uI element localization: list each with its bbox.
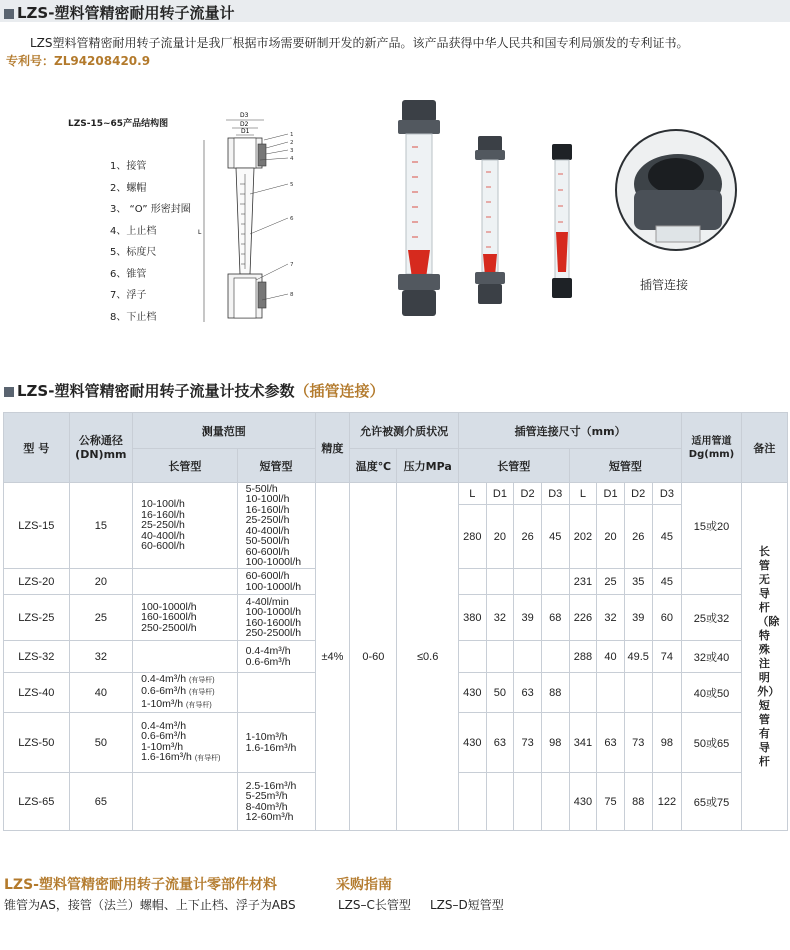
purchase-guide-title: 采购指南	[336, 877, 392, 893]
range-line: 4-40l/min	[245, 595, 289, 608]
header-dn-text: 公称通径 (DN)mm	[75, 433, 127, 461]
cell-dim: 26	[514, 505, 542, 569]
range-line: 8-40m³/h	[245, 800, 288, 813]
cell-dim: 39	[624, 595, 652, 641]
cell-dim: 32	[597, 595, 625, 641]
cell-dim: 202	[569, 505, 597, 569]
range-value: 0.6-6m³/h	[141, 685, 187, 698]
dim-header-cell: D1	[486, 483, 514, 505]
cell-dn: 50	[69, 713, 133, 773]
cell-dim	[597, 673, 625, 713]
page-title	[4, 2, 234, 23]
part-item: 8、下止档	[110, 311, 157, 323]
cell-pipe: 40或50	[682, 673, 741, 713]
range-line: 1-10m³/h	[245, 731, 288, 743]
cell-short-range	[237, 483, 315, 569]
range-value: 0.4-4m³/h	[141, 672, 187, 685]
cell-short-range	[237, 773, 315, 831]
cell-dim: 430	[458, 673, 486, 713]
header-dims: 插管连接尺寸（mm）	[458, 413, 681, 449]
range-line: 0.4-4m³/h	[141, 719, 187, 732]
cell-dim: 63	[514, 673, 542, 713]
header-dims-short: 短管型	[569, 449, 682, 483]
range-line: 0.6-6m³/h	[245, 655, 291, 668]
cell-dim	[458, 569, 486, 595]
cell-dim: 60	[652, 595, 682, 641]
cell-dim: 73	[624, 713, 652, 773]
cell-temperature: 0-60	[350, 483, 397, 831]
cell-model: LZS-40	[4, 673, 70, 713]
header-medium: 允许被测介质状况	[350, 413, 459, 449]
callout-3: 3	[290, 148, 294, 154]
cell-pipe: 32或40	[682, 641, 741, 673]
cell-dn: 32	[69, 641, 133, 673]
cell-note	[741, 483, 787, 831]
cell-dim	[624, 673, 652, 713]
range-line: 2.5-16m³/h	[245, 779, 297, 792]
header-pipe-text: 适用管道 Dg(mm)	[688, 435, 735, 460]
cell-long-range	[133, 673, 238, 713]
range-line: 100-1000l/h	[141, 600, 197, 613]
diagram-title: LZS-15~65产品结构图	[68, 119, 169, 129]
dim-header-cell: L	[569, 483, 597, 505]
page-title-text: LZS-塑料管精密耐用转子流量计	[17, 4, 235, 22]
cell-short-range	[237, 713, 315, 773]
cell-dim: 63	[597, 713, 625, 773]
flowmeter-photo	[384, 92, 592, 326]
bullet-square-icon	[4, 387, 14, 397]
cell-pipe: 15或20	[682, 483, 741, 569]
cell-dim	[458, 773, 486, 831]
range-line: 60-600l/h	[245, 570, 290, 582]
range-line: 25-250l/h	[245, 514, 290, 526]
parts-list	[110, 156, 191, 328]
cell-dim: 98	[541, 713, 569, 773]
header-dn	[69, 413, 133, 483]
range-line: 40-400l/h	[245, 524, 290, 537]
range-line: 16-160l/h	[141, 508, 185, 521]
materials-text: 锥管为AS，接管（法兰）螺帽、上下止档、浮子为ABS	[4, 898, 296, 912]
range-line: 12-60m³/h	[245, 811, 294, 823]
cell-dim	[486, 569, 514, 595]
cell-dn: 40	[69, 673, 133, 713]
type-c-label: LZS–C长管型	[338, 898, 411, 912]
range-line: 160-1600l/h	[141, 611, 197, 624]
range-line: 0.6-6m³/h	[141, 730, 187, 742]
cell-short-range	[237, 673, 315, 713]
cell-dn: 15	[69, 483, 133, 569]
header-model: 型 号	[4, 413, 70, 483]
structure-drawing	[190, 104, 310, 330]
range-value: 1-10m³/h	[141, 697, 184, 710]
cell-model: LZS-50	[4, 713, 70, 773]
cell-dim: 231	[569, 569, 597, 595]
part-item: 5、标度尺	[110, 247, 157, 258]
range-line: 100-1000l/h	[245, 606, 302, 618]
cell-dim	[652, 673, 682, 713]
header-precision: 精度	[315, 413, 350, 483]
cell-long-range	[133, 595, 238, 641]
cell-dim: 341	[569, 713, 597, 773]
range-line: 50-500l/h	[245, 535, 290, 547]
cell-dim: 40	[597, 641, 625, 673]
cell-dim: 288	[569, 641, 597, 673]
cell-dim: 25	[597, 569, 625, 595]
header-temp: 温度℃	[350, 449, 397, 483]
dim-l: L	[198, 229, 202, 236]
cell-long-range	[133, 569, 238, 595]
cell-dim	[541, 569, 569, 595]
guide-rod-tag: (有导杆)	[188, 676, 215, 684]
cell-dim: 35	[624, 569, 652, 595]
cell-dim: 26	[624, 505, 652, 569]
cell-dim: 45	[652, 505, 682, 569]
header-note: 备注	[741, 413, 787, 483]
cell-dim: 68	[541, 595, 569, 641]
cell-dim	[514, 641, 542, 673]
cell-short-range	[237, 641, 315, 673]
range-line: 16-160l/h	[245, 503, 290, 516]
range-line: 40-400l/h	[141, 529, 185, 542]
range-line: 0.4-4m³/h	[245, 645, 291, 657]
cell-model: LZS-25	[4, 595, 70, 641]
cell-short-range	[237, 595, 315, 641]
cell-model: LZS-32	[4, 641, 70, 673]
cell-pipe: 50或65	[682, 713, 741, 773]
materials-title: LZS-塑料管精密耐用转子流量计零部件材料	[4, 877, 277, 893]
cell-dim: 380	[458, 595, 486, 641]
cell-dim: 45	[541, 505, 569, 569]
callout-1: 1	[290, 132, 294, 138]
range-line: 250-2500l/h	[141, 621, 197, 634]
cell-dim: 20	[486, 505, 514, 569]
cell-long-range	[133, 773, 238, 831]
header-pipe	[682, 413, 741, 483]
cell-dim	[569, 673, 597, 713]
callout-8: 8	[290, 292, 294, 298]
range-line: 10-100l/h	[245, 493, 290, 505]
cell-model: LZS-20	[4, 569, 70, 595]
header-short: 短管型	[237, 449, 315, 483]
range-line: 5-50l/h	[245, 482, 278, 495]
range-line	[141, 752, 237, 765]
note-text: 长管无导杆（除特殊注明外）短管有导杆	[757, 544, 780, 768]
dim-header-cell: D3	[541, 483, 569, 505]
cell-dim	[486, 641, 514, 673]
cell-precision: ±4%	[315, 483, 350, 831]
cell-dim: 98	[652, 713, 682, 773]
cell-dim: 32	[486, 595, 514, 641]
cell-long-range	[133, 713, 238, 773]
intro-text: LZS塑料管精密耐用转子流量计是我厂根据市场需要研制开发的新产品。该产品获得中华人民共和国专利局颁发的专利证书。	[30, 36, 689, 50]
range-line: 1.6-16m³/h	[245, 741, 297, 754]
part-item: 3、 “O” 形密封圈	[110, 204, 191, 215]
cell-dim: 39	[514, 595, 542, 641]
cell-dim: 74	[652, 641, 682, 673]
part-item: 4、上止档	[110, 225, 157, 237]
dim-header-cell: D1	[597, 483, 625, 505]
header-pressure: 压力MPa	[397, 449, 458, 483]
guide-rod-tag: (有导杆)	[186, 701, 212, 709]
part-item: 7、浮子	[110, 290, 147, 301]
cell-dim: 73	[514, 713, 542, 773]
cell-dim: 75	[597, 773, 625, 831]
cell-dn: 20	[69, 569, 133, 595]
cell-dim	[514, 773, 542, 831]
cell-dim	[458, 641, 486, 673]
cell-dn: 65	[69, 773, 133, 831]
spec-table	[3, 412, 788, 831]
spec-section-title	[4, 380, 384, 401]
type-d-label: LZS–D短管型	[430, 898, 504, 912]
bullet-square-icon	[4, 9, 14, 19]
dim-header-cell: D2	[624, 483, 652, 505]
cell-dim: 49.5	[624, 641, 652, 673]
dim-d3: D3	[240, 112, 249, 119]
callout-6: 6	[290, 216, 294, 222]
header-range: 测量范围	[133, 413, 315, 449]
range-line: 100-1000l/h	[245, 580, 302, 593]
cell-dim	[486, 773, 514, 831]
cell-dim: 280	[458, 505, 486, 569]
callout-4: 4	[290, 156, 294, 162]
spec-title-text: LZS-塑料管精密耐用转子流量计技术参数	[17, 382, 295, 400]
callout-2: 2	[290, 140, 294, 146]
range-line: 100-1000l/h	[245, 556, 302, 568]
insert-connection-photo	[612, 126, 740, 254]
cell-dn: 25	[69, 595, 133, 641]
cell-dim	[541, 641, 569, 673]
cell-model: LZS-15	[4, 483, 70, 569]
spec-title-highlight: （插管连接）	[294, 382, 385, 400]
cell-dim: 122	[652, 773, 682, 831]
range-line: 160-1600l/h	[245, 616, 302, 629]
range-line: 60-600l/h	[245, 545, 290, 558]
cell-dim: 88	[541, 673, 569, 713]
cell-dim: 45	[652, 569, 682, 595]
insert-connection-caption: 插管连接	[640, 278, 689, 292]
dim-d1: D1	[241, 128, 250, 135]
range-line: 60-600l/h	[141, 540, 185, 553]
part-item: 2、螺帽	[110, 182, 147, 194]
callout-5: 5	[290, 182, 294, 188]
cell-dim: 430	[569, 773, 597, 831]
callout-7: 7	[290, 262, 294, 268]
cell-dim: 20	[597, 505, 625, 569]
cell-dim: 226	[569, 595, 597, 641]
header-dims-long: 长管型	[458, 449, 569, 483]
guide-rod-tag: (有导杆)	[188, 689, 215, 697]
cell-dim	[541, 773, 569, 831]
range-line: 10-100l/h	[141, 498, 185, 511]
range-line: 5-25m³/h	[245, 790, 288, 802]
dim-d2: D2	[240, 121, 249, 128]
patent-number: 专利号：ZL94208420.9	[6, 54, 151, 68]
cell-pipe: 65或75	[682, 773, 741, 831]
dim-header-cell: D2	[514, 483, 542, 505]
dim-header-cell: L	[458, 483, 486, 505]
cell-pipe: 25或32	[682, 595, 741, 641]
guide-rod-tag: (有导杆)	[194, 755, 221, 762]
cell-long-range	[133, 483, 238, 569]
cell-dim: 63	[486, 713, 514, 773]
cell-dim	[514, 569, 542, 595]
range-line: 25-250l/h	[141, 519, 185, 532]
cell-pressure: ≤0.6	[397, 483, 458, 831]
range-value: 1.6-16m³/h	[141, 751, 192, 763]
cell-short-range	[237, 569, 315, 595]
range-line	[141, 699, 237, 712]
cell-dim: 50	[486, 673, 514, 713]
cell-long-range	[133, 641, 238, 673]
cell-dim: 430	[458, 713, 486, 773]
header-long: 长管型	[133, 449, 238, 483]
cell-model: LZS-65	[4, 773, 70, 831]
part-item: 6、锥管	[110, 268, 147, 280]
cell-dim: 88	[624, 773, 652, 831]
range-line: 250-2500l/h	[245, 627, 302, 639]
part-item: 1、接管	[110, 161, 147, 172]
range-line: 1-10m³/h	[141, 740, 184, 753]
dim-header-cell: D3	[652, 483, 682, 505]
cell-pipe	[682, 569, 741, 595]
